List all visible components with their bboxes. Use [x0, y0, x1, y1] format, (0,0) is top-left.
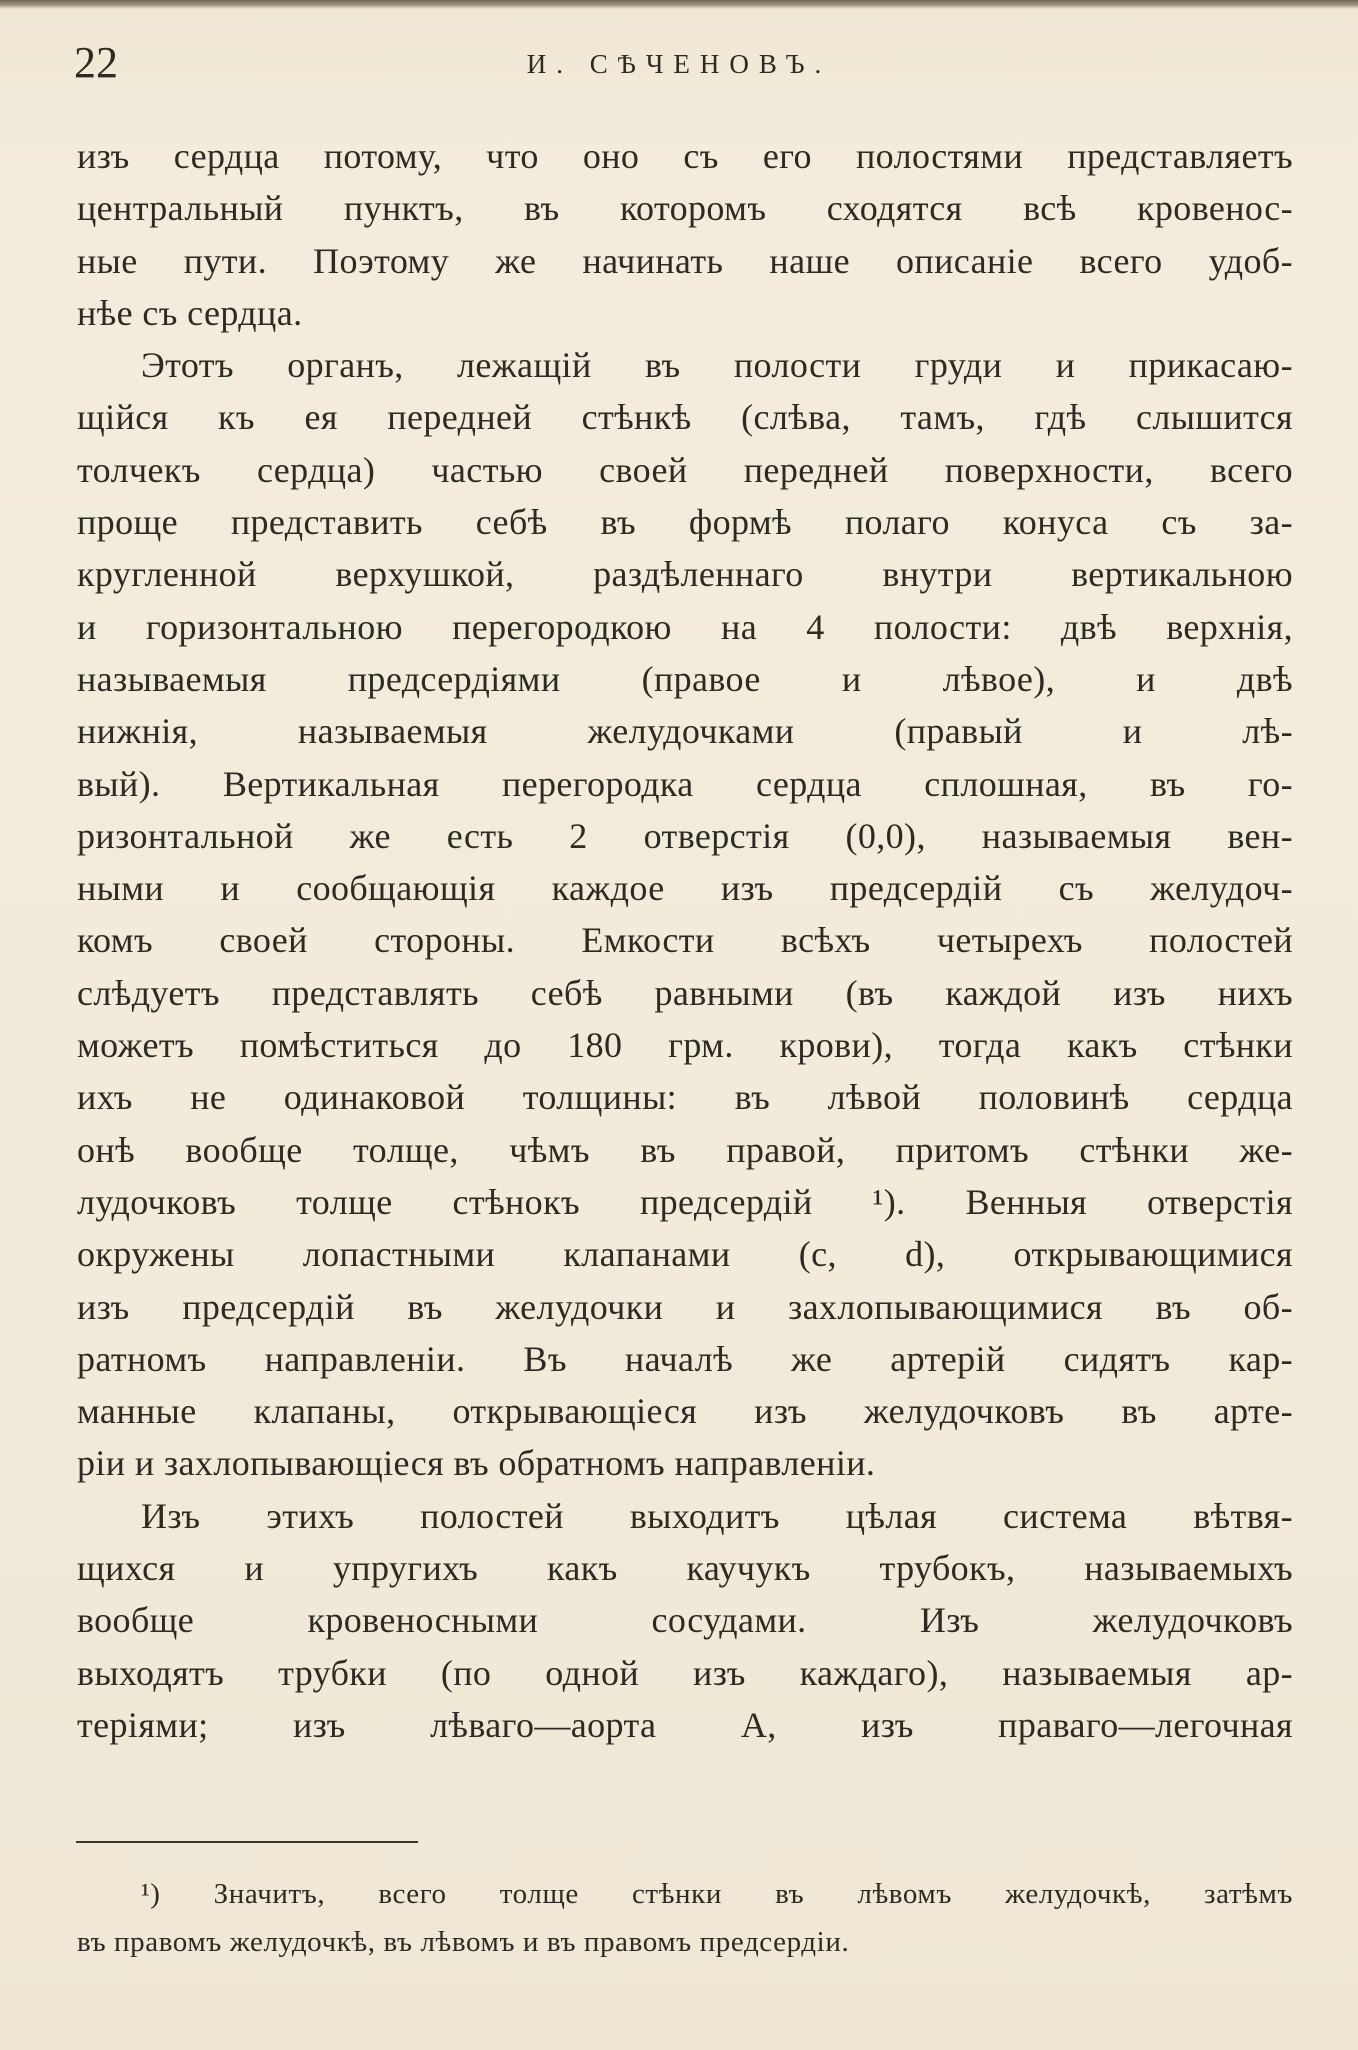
page-top-edge	[0, 0, 1358, 9]
footnote-divider	[76, 1841, 418, 1843]
paragraph-start-line: Изъ этихъ полостей выходитъ цѣлая система вѣтвя-	[141, 1495, 1293, 1536]
text-line: ные пути. Поэтому же начинать наше описаніе всего удоб-	[77, 240, 1293, 281]
text-line: окружены лопастными клапанами (c, d), открывающимися	[77, 1234, 1293, 1275]
text-line: изъ сердца потому, что оно съ его полостями представляетъ	[77, 136, 1293, 176]
footnote	[77, 1870, 1293, 1966]
text-line: выходятъ трубки (по одной изъ каждаго), называемыя ар-	[77, 1652, 1293, 1693]
text-line: теріями; изъ лѣваго—аорта А, изъ праваго—легочная	[77, 1704, 1293, 1745]
text-line: проще представить себѣ въ формѣ полаго конуса съ за-	[77, 502, 1293, 543]
text-line: нижнія, называемыя желудочками (правый и лѣ-	[77, 711, 1293, 752]
text-line: вообще кровеносными сосудами. Изъ желудочковъ	[77, 1600, 1293, 1641]
running-head: И. СѢЧЕНОВЪ.	[526, 49, 832, 79]
text-line: ризонтальной же есть 2 отверстія (0,0), называемыя вен-	[77, 815, 1293, 856]
text-line: щійся къ ея передней стѣнкѣ (слѣва, тамъ, гдѣ слышится	[77, 397, 1293, 438]
text-line: вый). Вертикальная перегородка сердца сплошная, въ го-	[77, 763, 1293, 804]
text-line: ріи и захлопывающіеся въ обратномъ направленіи.	[77, 1443, 876, 1484]
text-line: манные клапаны, открывающіеся изъ желудочковъ въ арте-	[77, 1391, 1293, 1432]
text-line: слѣдуетъ представлять себѣ равными (въ каждой изъ нихъ	[77, 972, 1293, 1013]
text-line: называемыя предсердіями (правое и лѣвое), и двѣ	[77, 658, 1293, 699]
text-line: ратномъ направленіи. Въ началѣ же артерій сидятъ кар-	[77, 1338, 1293, 1379]
text-line: нѣе съ сердца.	[77, 292, 303, 333]
text-line: ихъ не одинаковой толщины: въ лѣвой половинѣ сердца	[77, 1077, 1293, 1118]
text-line: изъ предсердій въ желудочки и захлопывающимися въ об-	[77, 1286, 1293, 1327]
page-number: 22	[74, 38, 118, 87]
text-line: центральный пунктъ, въ которомъ сходятся всѣ кровенос-	[77, 188, 1293, 229]
text-line: комъ своей стороны. Емкости всѣхъ четырехъ полостей	[77, 920, 1293, 961]
text-line: и горизонтальною перегородкою на 4 полости: двѣ верхнія,	[77, 606, 1293, 647]
text-line: онѣ вообще толще, чѣмъ въ правой, притомъ стѣнки же-	[77, 1129, 1293, 1170]
text-line: лудочковъ толще стѣнокъ предсердій ¹). Венныя отверстія	[77, 1181, 1293, 1222]
text-line: можетъ помѣститься до 180 грм. крови), тогда какъ стѣнки	[77, 1025, 1293, 1066]
page-header	[0, 38, 1358, 88]
text-line: кругленной верхушкой, раздѣленнаго внутри вертикальною	[77, 554, 1293, 595]
text-line: ными и сообщающія каждое изъ предсердій съ желудоч-	[77, 868, 1293, 909]
main-text	[77, 130, 1293, 1751]
text-line: щихся и упругихъ какъ каучукъ трубокъ, называемыхъ	[77, 1548, 1293, 1589]
paragraph-start-line: Этотъ органъ, лежащій въ полости груди и прикасаю-	[141, 345, 1293, 386]
text-line: толчекъ сердца) частью своей передней поверхности, всего	[77, 449, 1293, 490]
footnote-line: въ правомъ желудочкѣ, въ лѣвомъ и въ правомъ предсердіи.	[77, 1926, 850, 1958]
footnote-line: ¹) Значитъ, всего толще стѣнки въ лѣвомъ желудочкѣ, затѣмъ	[141, 1878, 1293, 1910]
